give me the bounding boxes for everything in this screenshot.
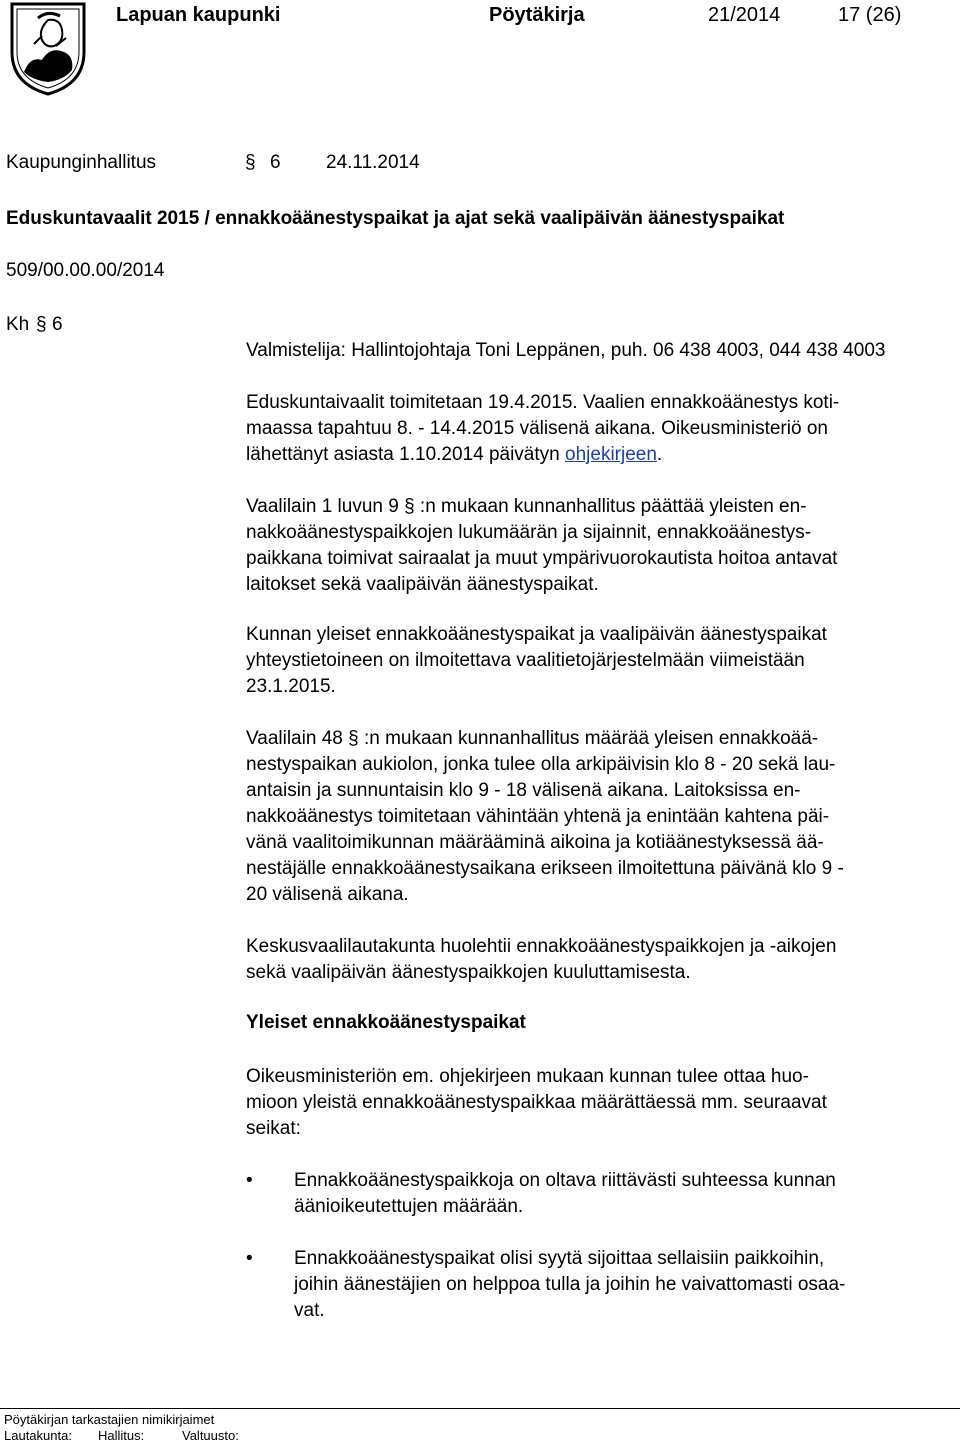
- bullet-icon: •: [246, 1248, 253, 1269]
- text-line: Keskusvaalilautakunta huolehtii ennakkoäänestyspaikkojen ja -aikojen: [246, 936, 837, 957]
- text-line: joihin äänestäjien on helppoa tulla ja joihin he vaivattomasti osaa-: [294, 1274, 846, 1295]
- text-line: seikat:: [246, 1118, 301, 1139]
- text-line: sekä vaalipäivän äänestyspaikkojen kuuluttamisesta.: [246, 962, 691, 983]
- text-line: laitokset sekä vaalipäivän äänestyspaikat.: [246, 574, 599, 595]
- section-subheading: Yleiset ennakkoäänestyspaikat: [246, 1012, 526, 1033]
- text-line: nakkoäänestyspaikkojen lukumäärän ja sijainnit, ennakkoäänestys-: [246, 522, 812, 543]
- text-line-prefix: lähettänyt asiasta 1.10.2014 päivätyn: [246, 444, 566, 465]
- municipality-name: Lapuan kaupunki: [116, 4, 281, 26]
- text-line: nestyspaikan aukiolon, jonka tulee olla arkipäivisin klo 8 - 20 sekä lau-: [246, 754, 836, 775]
- text-line: vänä vaalitoimikunnan määrääminä aikoina ja kotiäänestyksessä ää-: [246, 832, 824, 853]
- item-title: Eduskuntavaalit 2015 / ennakkoäänestyspaikat ja ajat sekä vaalipäivän äänestyspaikat: [6, 208, 785, 229]
- meeting-body: Kaupunginhallitus: [6, 152, 157, 173]
- footer-lautakunta: Lautakunta:: [4, 1428, 72, 1443]
- footer-signatures-label: Pöytäkirjan tarkastajien nimikirjaimet: [4, 1412, 215, 1427]
- text-line-end: .: [656, 444, 663, 465]
- paragraph-election-law-9: [246, 494, 952, 598]
- text-line: 23.1.2015.: [246, 676, 336, 697]
- bullet-icon: •: [246, 1170, 253, 1191]
- footer-hallitus: Hallitus:: [98, 1428, 145, 1443]
- item-dnro: 509/00.00.00/2014: [6, 260, 165, 281]
- text-line: Kunnan yleiset ennakkoäänestyspaikat ja vaalipäivän äänestyspaikat: [246, 624, 827, 645]
- section-number: 6: [270, 152, 281, 173]
- bullet-item: [246, 1168, 952, 1220]
- text-line: Oikeusministeriön em. ohjekirjeen mukaan kunnan tulee ottaa huo-: [246, 1066, 809, 1087]
- paragraph-ministry-guideline: [246, 1064, 952, 1142]
- document-type: Pöytäkirja: [489, 4, 585, 26]
- text-line: äänioikeutettujen määrään.: [294, 1196, 524, 1217]
- footer-divider: [0, 1408, 960, 1409]
- paragraph-reporting-deadline: [246, 622, 952, 700]
- text-line: [246, 442, 952, 468]
- section-symbol: §: [245, 152, 256, 173]
- meeting-date: 24.11.2014: [326, 152, 420, 173]
- text-line: Ennakkoäänestyspaikat olisi syytä sijoittaa sellaisiin paikkoihin,: [294, 1248, 825, 1269]
- text-line: nakkoäänestys toimitetaan vähintään yhtenä ja enintään kahtena päi-: [246, 806, 830, 827]
- text-line: yhteystietoineen on ilmoitettava vaalitietojärjestelmään viimeistään: [246, 650, 805, 671]
- kh-number: 6: [52, 314, 63, 335]
- text-line: antaisin ja sunnuntaisin klo 9 - 18 välisenä aikana. Laitoksissa en-: [246, 780, 801, 801]
- text-line: Vaalilain 48 § :n mukaan kunnanhallitus määrää yleisen ennakkoää-: [246, 728, 819, 749]
- text-line: mioon yleistä ennakkoäänestyspaikkaa määrättäessä mm. seuraavat: [246, 1092, 827, 1113]
- text-line: Vaalilain 1 luvun 9 § :n mukaan kunnanhallitus päättää yleisten en-: [246, 496, 807, 517]
- bullet-item: [246, 1246, 952, 1324]
- document-number: 21/2014: [708, 4, 781, 26]
- text-line: 20 välisenä aikana.: [246, 884, 409, 905]
- text-line: Ennakkoäänestyspaikkoja on oltava riittävästi suhteessa kunnan: [294, 1170, 836, 1191]
- preparer: Valmistelija: Hallintojohtaja Toni Leppänen, puh. 06 438 4003, 044 438 4003: [246, 340, 886, 361]
- paragraph-announcement: [246, 934, 952, 986]
- paragraph-election-law-48: [246, 726, 952, 908]
- guideline-letter-link[interactable]: ohjekirjeen: [565, 444, 657, 465]
- coat-of-arms-logo: [8, 0, 88, 96]
- text-line: paikkana toimivat sairaalat ja muut ympärivuorokautista hoitoa antavat: [246, 548, 838, 569]
- text-line: vat.: [294, 1300, 325, 1321]
- text-line: Eduskuntaivaalit toimitetaan 19.4.2015. Vaalien ennakkoäänestys koti-: [246, 392, 840, 413]
- text-line: nestäjälle ennakkoäänestysaikana erikseen ilmoitettuna päivänä klo 9 -: [246, 858, 844, 879]
- footer-valtuusto: Valtuusto:: [182, 1428, 239, 1443]
- kh-section-symbol: §: [36, 314, 47, 335]
- text-line: maassa tapahtuu 8. - 14.4.2015 välisenä aikana. Oikeusministeriö on: [246, 418, 828, 439]
- paragraph-election-dates: [246, 390, 952, 468]
- kh-label: Kh: [6, 314, 30, 335]
- page-indicator: 17 (26): [838, 4, 902, 26]
